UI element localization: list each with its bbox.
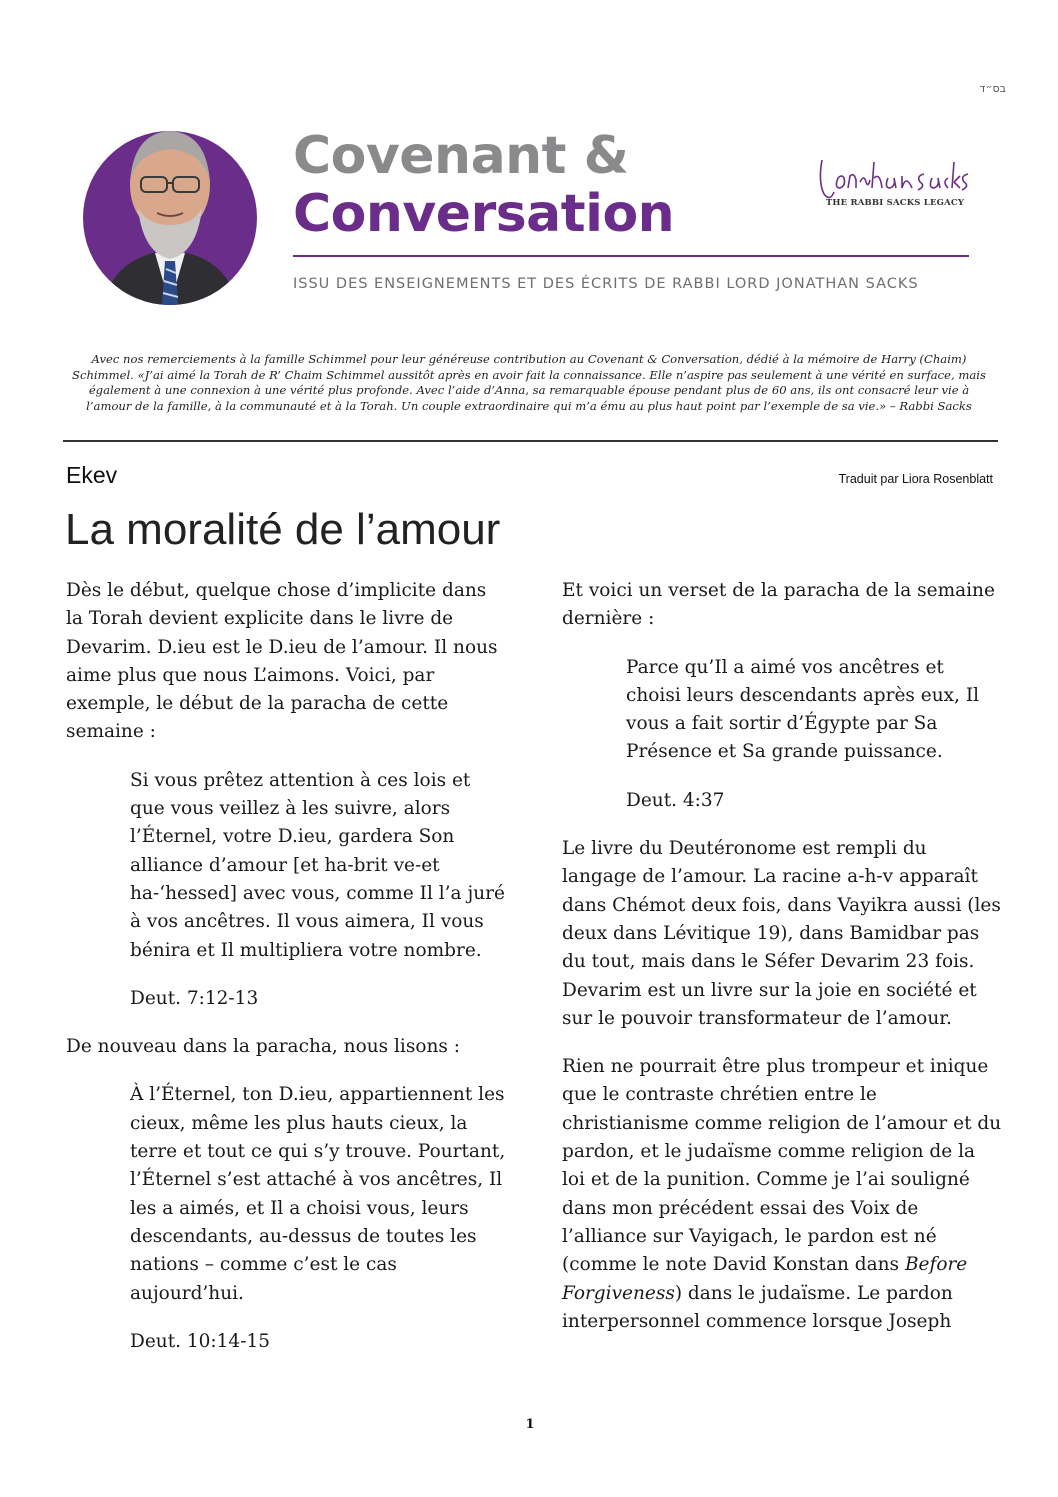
scripture-quote: Si vous prêtez attention à ces lois et que vous veillez à les suivre, alors l’Éternel, votre D.ieu, gardera Son alliance d’amour [et ha-brit ve-et ha-‘hessed] avec vous, comme Il l’a juré à vos ancêtres. Il vous aimera, Il vous bénira et Il multipliera votre nombre.	[130, 769, 505, 961]
parasha-name: Ekev	[66, 462, 118, 488]
scripture-quote: Parce qu’Il a aimé vos ancêtres et choisi leurs descendants après eux, Il vous a fait sortir d’Égypte par Sa Présence et Sa grande puissance.	[626, 656, 980, 763]
left-column	[66, 577, 506, 1356]
section-divider	[63, 440, 998, 442]
header-tagline: ISSU DES ENSEIGNEMENTS ET DES ÉCRITS DE RABBI LORD JONATHAN SACKS	[293, 276, 919, 292]
right-column	[562, 577, 1002, 1336]
paragraph-text: ) dans le judaïsme. Le pardon interpersonnel commence lorsque Joseph	[562, 1282, 953, 1332]
page-number: 1	[525, 1417, 535, 1432]
scripture-reference: Deut. 7:12-13	[130, 987, 259, 1009]
translator-credit: Traduit par Liora Rosenblatt	[838, 472, 993, 486]
hebrew-header-mark: בס״ד	[979, 82, 1006, 95]
paragraph: Et voici un verset de la paracha de la semaine dernière :	[562, 580, 995, 630]
brand-title-line1: Covenant &	[293, 126, 629, 186]
header-divider	[293, 255, 969, 257]
paragraph: Dès le début, quelque chose d’implicite dans la Torah devient explicite dans le livre de Devarim. D.ieu est le D.ieu de l’amour. Il nous aime plus que nous L’aimons. Voici, par exemple, le début de la paracha de cette semaine :	[66, 580, 498, 743]
book-title: Before Forgiveness	[562, 1254, 968, 1304]
article-title: La moralité de l’amour	[65, 505, 501, 554]
paragraph	[562, 1053, 1002, 1336]
paragraph: De nouveau dans la paracha, nous lisons :	[66, 1036, 460, 1058]
legacy-label: THE RABBI SACKS LEGACY	[825, 198, 965, 208]
rabbi-portrait-image	[83, 113, 258, 305]
dedication-text: Avec nos remerciements à la famille Schimmel pour leur généreuse contribution au Covenant & Conversation, dédié à la mémoire de Harry (Chaim) Schimmel. «J’ai aimé la Torah de R’ Chaim Schimmel aussitôt après en avoir fait la connaissance. Elle n’aspire pas seulement à une vérité en surface, mais également à une connexion à une vérité plus profonde. Avec l’aide d’Anna, sa remarquable épouse pendant plus de 60 ans, ils ont consacré leur vie à l’amour de la famille, à la communauté et à la Torah. Un couple extraordinaire qui m’a ému au plus haut point par l’exemple de sa vie.» – Rabbi Sacks	[72, 352, 986, 413]
scripture-reference: Deut. 4:37	[626, 789, 725, 811]
paragraph-text: Rien ne pourrait être plus trompeur et inique que le contraste chrétien entre le christianisme comme religion de l’amour et du pardon, et le judaïsme comme religion de la loi et de la punition. Comme je l’ai souligné dans mon précédent essai des Voix de l’alliance sur Vayigach, le pardon est né (comme le note David Konstan dans	[562, 1056, 1002, 1276]
paragraph: Le livre du Deutéronome est rempli du langage de l’amour. La racine a-h-v apparaît dans Chémot deux fois, dans Vayikra aussi (les deux dans Lévitique 19), dans Bamidbar pas du tout, mais dans le Séfer Devarim 23 fois. Devarim est un livre sur la joie en société et sur le pouvoir transformateur de l’amour.	[562, 838, 1001, 1029]
scripture-quote: À l’Éternel, ton D.ieu, appartiennent les cieux, même les plus hauts cieux, la terre et tout ce qui s’y trouve. Pourtant, l’Éternel s’est attaché à vos ancêtres, Il les a aimés, et Il a choisi vous, leurs descendants, au-dessus de toutes les nations – comme c’est le cas aujourd’hui.	[130, 1084, 506, 1304]
brand-title-line2: Conversation	[293, 184, 675, 244]
scripture-reference: Deut. 10:14-15	[130, 1330, 270, 1352]
